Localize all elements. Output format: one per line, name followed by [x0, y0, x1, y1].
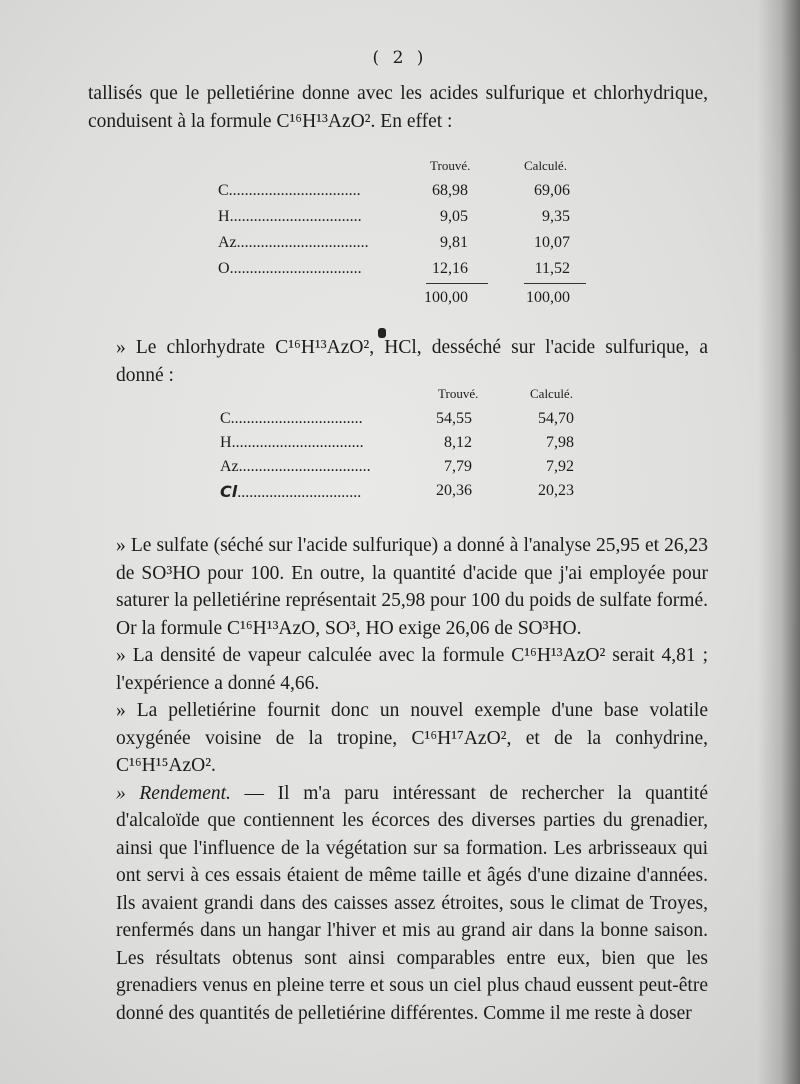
paragraph-sulfate: » Le sulfate (séché sur l'acide sulfurique) a donné à l'analyse 25,95 et 26,23 de SO³HO pour 100. En outre, la quantité d'acide que j'ai employée pour saturer la pelletiérine représentait 25,98 pour 100 du poids de sulfate formé. Or la formule C¹⁶H¹³AzO, SO³, HO exige 26,06 de SO³HO.	[116, 535, 708, 639]
found-value: 54,55	[436, 410, 472, 427]
analysis-table-base	[218, 158, 598, 318]
found-value: 9,81	[440, 234, 468, 251]
rendement-text: — Il m'a paru intéressant de rechercher la quantité d'alcaloïde que contiennent les écorces des diverses parties du grenadier, ainsi que l'influence de la végétation sur sa formation. Les arbrisseaux qui ont servi à ces essais étaient de même taille et âgés d'une dizaine d'années. Ils avaient grandi dans des caisses assez étroites, sous le climat de Troyes, renfermés dans un hangar l'hiver et mis au grand air dans la bonne saison. Les résultats obtenus sont ainsi comparables entre eux, bien que les grenadiers venus en pleine terre et sous un ciel plus chaud eussent peut-être donné des quantités de pelletiérine différentes. Comme il me reste à doser	[116, 782, 708, 1024]
element-label: Az.................................	[220, 458, 371, 475]
found-value: 8,12	[444, 434, 472, 451]
calc-value: 69,06	[534, 182, 570, 199]
element-label: H.................................	[220, 434, 364, 451]
col-header-found: Trouvé.	[438, 386, 479, 401]
paragraph-chlorhydrate	[88, 334, 708, 389]
paragraph-rendement	[88, 780, 708, 1028]
calc-value: 54,70	[538, 410, 574, 427]
found-value: 20,36	[436, 482, 472, 499]
page-edge-shadow	[758, 0, 800, 1084]
table-total-row	[218, 289, 598, 313]
table-row	[220, 482, 600, 506]
calc-value: 11,52	[534, 260, 570, 277]
body-text	[88, 532, 708, 1027]
rendement-heading: » Rendement.	[116, 782, 231, 804]
table-row	[220, 434, 600, 458]
table-row	[218, 208, 598, 232]
sum-rule-found	[426, 283, 488, 284]
element-label: H.................................	[218, 208, 362, 225]
paragraph-vapour-density: » La densité de vapeur calculée avec la formule C¹⁶H¹³AzO² serait 4,81 ; l'expérience a donné 4,66.	[116, 645, 708, 694]
calc-value: 20,23	[538, 482, 574, 499]
paragraph-intro	[88, 80, 708, 135]
table-row	[218, 234, 598, 258]
calc-value: 10,07	[534, 234, 570, 251]
calc-value: 7,98	[546, 434, 574, 451]
table-row	[220, 458, 600, 482]
element-label: C.................................	[218, 182, 361, 199]
element-label-handwritten: Cl...............................	[220, 482, 362, 501]
analysis-table-chlorhydrate	[220, 386, 600, 506]
sum-rule-calc	[524, 283, 586, 284]
total-found: 100,00	[424, 289, 468, 306]
col-header-found: Trouvé.	[430, 158, 471, 173]
total-calc: 100,00	[526, 289, 570, 306]
table-row	[218, 260, 598, 284]
paragraph-intro-text: tallisés que le pelletiérine donne avec les acides sulfurique et chlorhydrique, conduisent à la formule C¹⁶H¹³AzO². En effet :	[88, 83, 708, 132]
element-label: O.................................	[218, 260, 362, 277]
table-row	[218, 182, 598, 206]
paragraph-chlorhydrate-text: » Le chlorhydrate C¹⁶H¹³AzO², HCl, desséché sur l'acide sulfurique, a donné :	[116, 337, 708, 386]
paragraph-base: » La pelletiérine fournit donc un nouvel exemple d'une base volatile oxygénée voisine de la tropine, C¹⁶H¹⁷AzO², et de la conhydrine, C¹⁶H¹⁵AzO².	[116, 700, 708, 776]
found-value: 7,79	[444, 458, 472, 475]
calc-value: 9,35	[542, 208, 570, 225]
element-label: Az.................................	[218, 234, 369, 251]
found-value: 12,16	[432, 260, 468, 277]
page-number: ( 2 )	[372, 48, 428, 68]
found-value: 9,05	[440, 208, 468, 225]
found-value: 68,98	[432, 182, 468, 199]
calc-value: 7,92	[546, 458, 574, 475]
col-header-calc: Calculé.	[524, 158, 567, 173]
col-header-calc: Calculé.	[530, 386, 573, 401]
element-label: C.................................	[220, 410, 363, 427]
table-row	[220, 410, 600, 434]
